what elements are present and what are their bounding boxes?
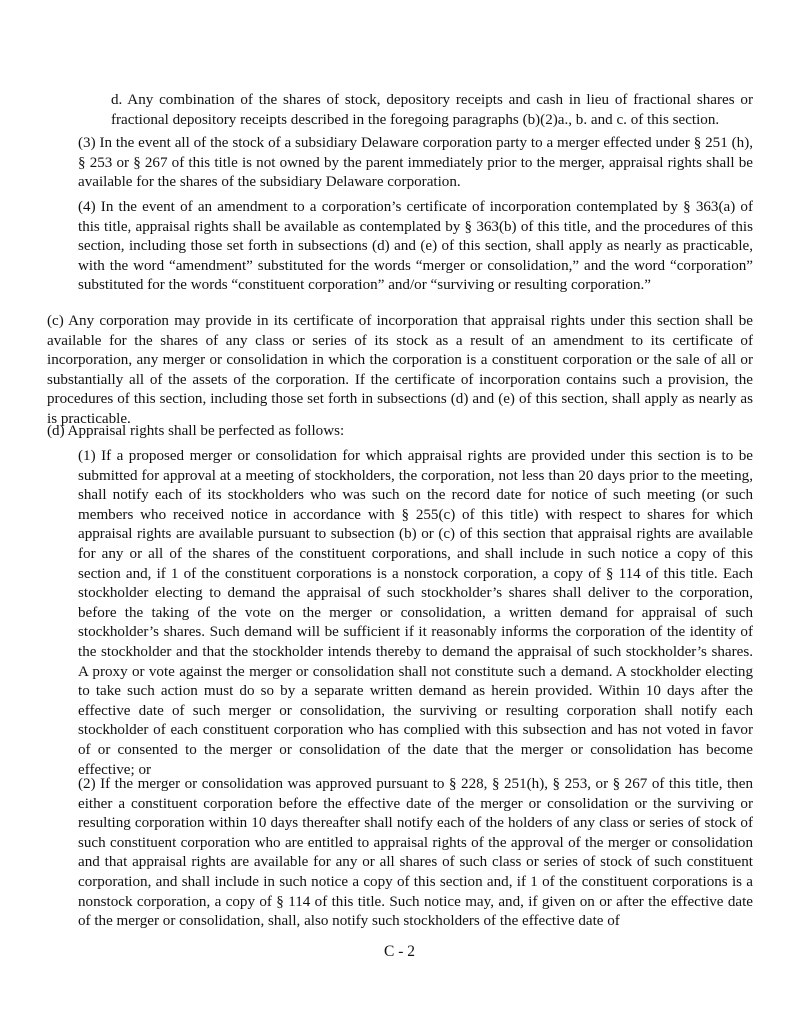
paragraph-b4: (4) In the event of an amendment to a corporation’s certificate of incorporation contemplated by § 363(a) of this title, appraisal rights shall be available as contemplated by § 363(b) of this title, and the procedures of this section, including those set forth in subsections (d) and (e) of this section, shall apply as nearly as practicable, with the word “amendment” substituted for the words “merger or consolidation,” and the word “corporation” substituted for the words “constituent corporation” and/or “surviving or resulting corporation.” bbox=[78, 199, 753, 294]
page-number: C - 2 bbox=[384, 943, 415, 960]
paragraph-b3: (3) In the event all of the stock of a subsidiary Delaware corporation party to a merger effected under § 251 (h), § 253 or § 267 of this title is not owned by the parent immediately prior to the merger, appraisal rights shall be available for the shares of the subsidiary Delaware corporation. bbox=[78, 135, 753, 191]
paragraph-c: (c) Any corporation may provide in its certificate of incorporation that appraisal rights under this section shall be available for the shares of any class or series of its stock as a result of an amendment to its certificate of incorporation, any merger or consolidation in which the corporation is a constituent corporation or the sale of all or substantially all of the assets of the corporation. If the certificate of incorporation contains such a provision, the procedures of this section, including those set forth in subsections (d) and (e) of this section, shall apply as nearly as is practicable. bbox=[47, 313, 753, 427]
paragraph-b2d: d. Any combination of the shares of stock, depository receipts and cash in lieu of fractional shares or fractional depository receipts described in the foregoing paragraphs (b)(2)a., b. and c. of this section. bbox=[111, 92, 753, 128]
paragraph-d: (d) Appraisal rights shall be perfected as follows: bbox=[47, 423, 345, 439]
paragraph-d1: (1) If a proposed merger or consolidation for which appraisal rights are provided under this section is to be submitted for approval at a meeting of stockholders, the corporation, not less than 20 days prior to the meeting, shall notify each of its stockholders who was such on the record date for notice of such meeting (or such members who received notice in accordance with § 255(c) of this title) with respect to shares for which appraisal rights are available pursuant to subsection (b) or (c) of this section that appraisal rights are available for any or all of the shares of the constituent corporations, and shall include in such notice a copy of this section and, if 1 of the constituent corporations is a nonstock corporation, a copy of § 114 of this title. Each stockholder electing to demand the appraisal of such stockholder’s shares shall deliver to the corporation, before the taking of the vote on the merger or consolidation, a written demand for appraisal of such stockholder’s shares. Such demand will be sufficient if it reasonably informs the corporation of the identity of the stockholder and that the stockholder intends thereby to demand the appraisal of such stockholder’s shares. A proxy or vote against the merger or consolidation shall not constitute such a demand. A stockholder electing to take such action must do so by a separate written demand as herein provided. Within 10 days after the effective date of such merger or consolidation, the surviving or resulting corporation shall notify each stockholder of each constituent corporation who has complied with this subsection and has not voted in favor of or consented to the merger or consolidation of the date that the merger or consolidation has become effective; or bbox=[78, 448, 753, 778]
paragraph-d2: (2) If the merger or consolidation was approved pursuant to § 228, § 251(h), § 253, or § 267 of this title, then either a constituent corporation before the effective date of the merger or consolidation or the surviving or resulting corporation within 10 days thereafter shall notify each of the holders of any class or series of stock of such constituent corporation who are entitled to appraisal rights of the approval of the merger or consolidation and that appraisal rights are available for any or all shares of such class or series of stock of such constituent corporation, and shall include in such notice a copy of this section and, if 1 of the constituent corporations is a nonstock corporation, a copy of § 114 of this title. Such notice may, and, if given on or after the effective date of the merger or consolidation, shall, also notify such stockholders of the effective date of bbox=[78, 776, 753, 930]
